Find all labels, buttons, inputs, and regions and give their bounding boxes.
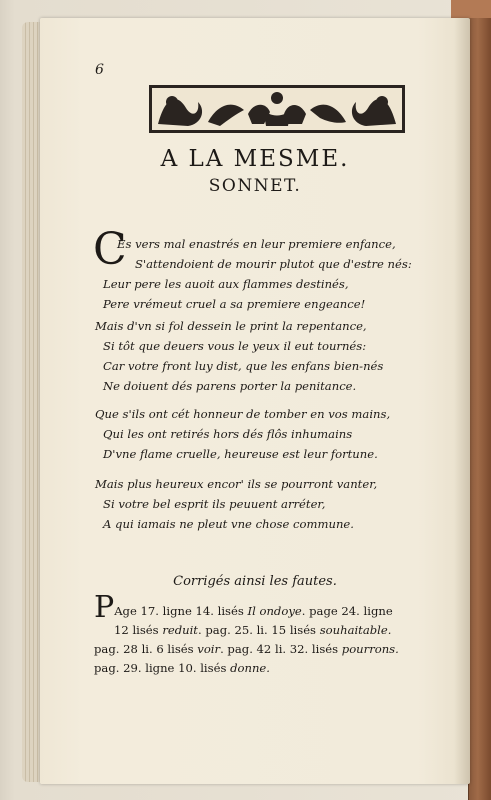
poem-line: S'attendoient de mourir plutot que d'estre nés:	[135, 257, 412, 271]
errata-text: 12 lisés	[114, 623, 163, 637]
stanza-4	[95, 474, 465, 534]
poem-title: A LA MESME.	[160, 146, 350, 172]
errata-line	[94, 659, 464, 678]
page-text	[40, 18, 470, 784]
poem-line: Leur pere les auoit aux flammes destinés,	[103, 277, 349, 291]
errata-title: Corrigés ainsi les fautes.	[173, 574, 337, 589]
poem-line: Si votre bel esprit ils peuuent arréter,	[103, 497, 326, 511]
poem-line: Car votre front luy dist, que les enfans bien-nés	[103, 359, 384, 373]
drop-cap: C	[93, 224, 127, 275]
errata-text: . page 24. ligne	[301, 604, 393, 618]
poem-line: A qui iamais ne pleut vne chose commune.	[103, 517, 354, 531]
errata-line	[94, 640, 464, 659]
errata-line	[94, 590, 464, 625]
poem-line: Ne doiuent dés parens porter la penitance.	[103, 379, 357, 393]
errata-text: pag. 28 li. 6 lisés	[94, 642, 198, 656]
errata-text: . pag. 42 li. 32. lisés	[220, 642, 342, 656]
errata-line	[94, 621, 464, 640]
poem-subtitle: SONNET.	[208, 176, 302, 196]
errata-text: . pag. 25. li. 15 lisés	[197, 623, 320, 637]
stanza-1	[93, 224, 465, 314]
stanza-3	[95, 404, 465, 464]
poem-line: Qui les ont retirés hors dés flôs inhumains	[103, 427, 353, 441]
ornament-headpiece	[148, 84, 406, 134]
errata-correction: souhaitable.	[319, 623, 392, 637]
errata-initial: P	[94, 590, 115, 625]
errata-correction: reduit	[162, 623, 198, 637]
poem-line: Que s'ils ont cét honneur de tomber en vos mains,	[95, 407, 391, 421]
errata-list	[94, 590, 464, 678]
errata-correction: Il ondoye	[247, 604, 302, 618]
poem-line: Pere vrémeut cruel a sa premiere engeance!	[103, 297, 366, 311]
errata-text: Age 17. ligne 14. lisés	[114, 604, 248, 618]
poem-line: Si tôt que deuers vous le yeux il eut tournés:	[103, 339, 367, 353]
poem-line: D'vne flame cruelle, heureuse est leur fortune.	[103, 447, 378, 461]
errata-correction: donne.	[230, 661, 270, 675]
book-cover-edge	[468, 18, 491, 800]
poem-line: Mais plus heureux encor' ils se pourront vanter,	[95, 477, 378, 491]
poem-line-text: Es vers mal enastrés en leur premiere enfance,	[117, 237, 396, 251]
book-page	[40, 18, 470, 784]
page-number: 6	[95, 62, 104, 78]
errata-correction: voir	[197, 642, 221, 656]
poem-line: Mais d'vn si fol dessein le print la repentance,	[95, 319, 367, 333]
errata-text: pag. 29. ligne 10. lisés	[94, 661, 231, 675]
errata-correction: pourrons.	[341, 642, 399, 656]
stanza-2	[95, 316, 465, 396]
